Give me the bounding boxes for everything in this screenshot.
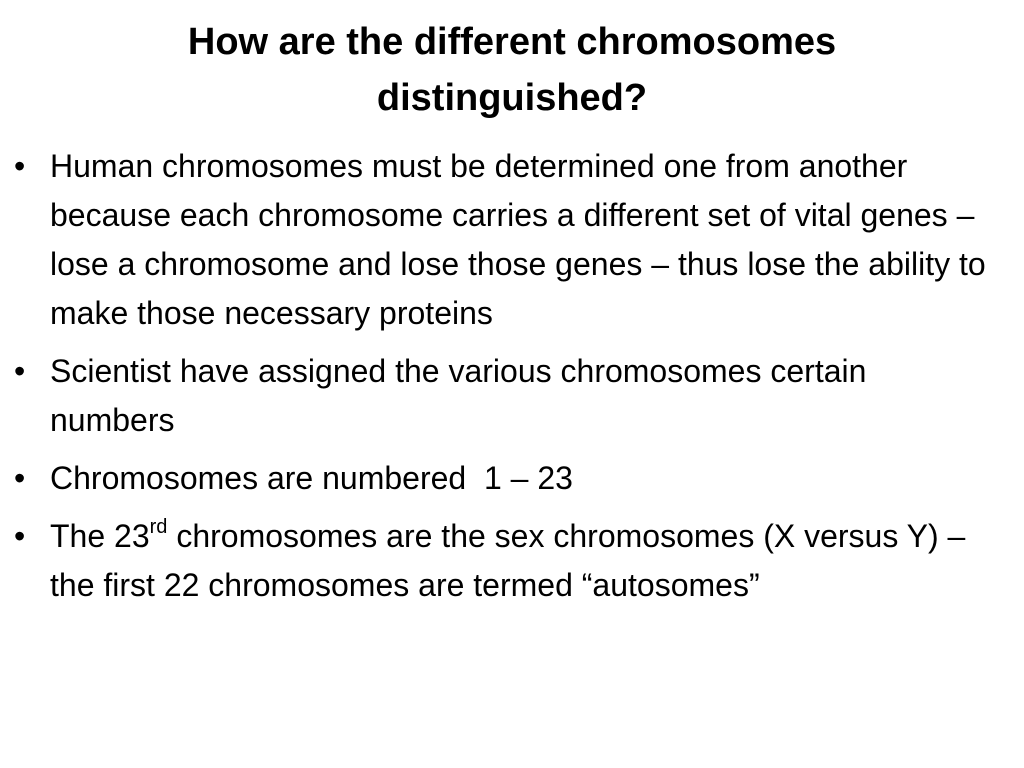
bullet-dot-icon: • [14, 518, 26, 554]
bullet-text: Human chromosomes must be determined one from another because each chromosome carries a different set of vital genes – lose a chromosome and lose those genes – thus lose the ability to make those necessary proteins [50, 148, 986, 331]
bullet-dot-icon: • [14, 460, 26, 496]
bullet-item [0, 454, 1024, 503]
bullet-text: Chromosomes are numbered 1 – 23 [50, 460, 573, 496]
bullet-text-start: The 23 [50, 518, 150, 554]
bullet-dot-icon: • [14, 148, 26, 184]
bullet-list [0, 142, 1024, 619]
bullet-item [0, 142, 1024, 338]
bullet-text-end: chromosomes are the sex chromosomes (X versus Y) – the first 22 chromosomes are termed “autosomes” [50, 518, 966, 603]
bullet-dot-icon: • [14, 353, 26, 389]
bullet-text: Scientist have assigned the various chromosomes certain numbers [50, 353, 867, 438]
superscript-rd: rd [149, 516, 168, 538]
slide-title: How are the different chromosomes distinguished? [187, 21, 837, 119]
bullet-item [0, 512, 1024, 610]
bullet-item [0, 347, 1024, 445]
